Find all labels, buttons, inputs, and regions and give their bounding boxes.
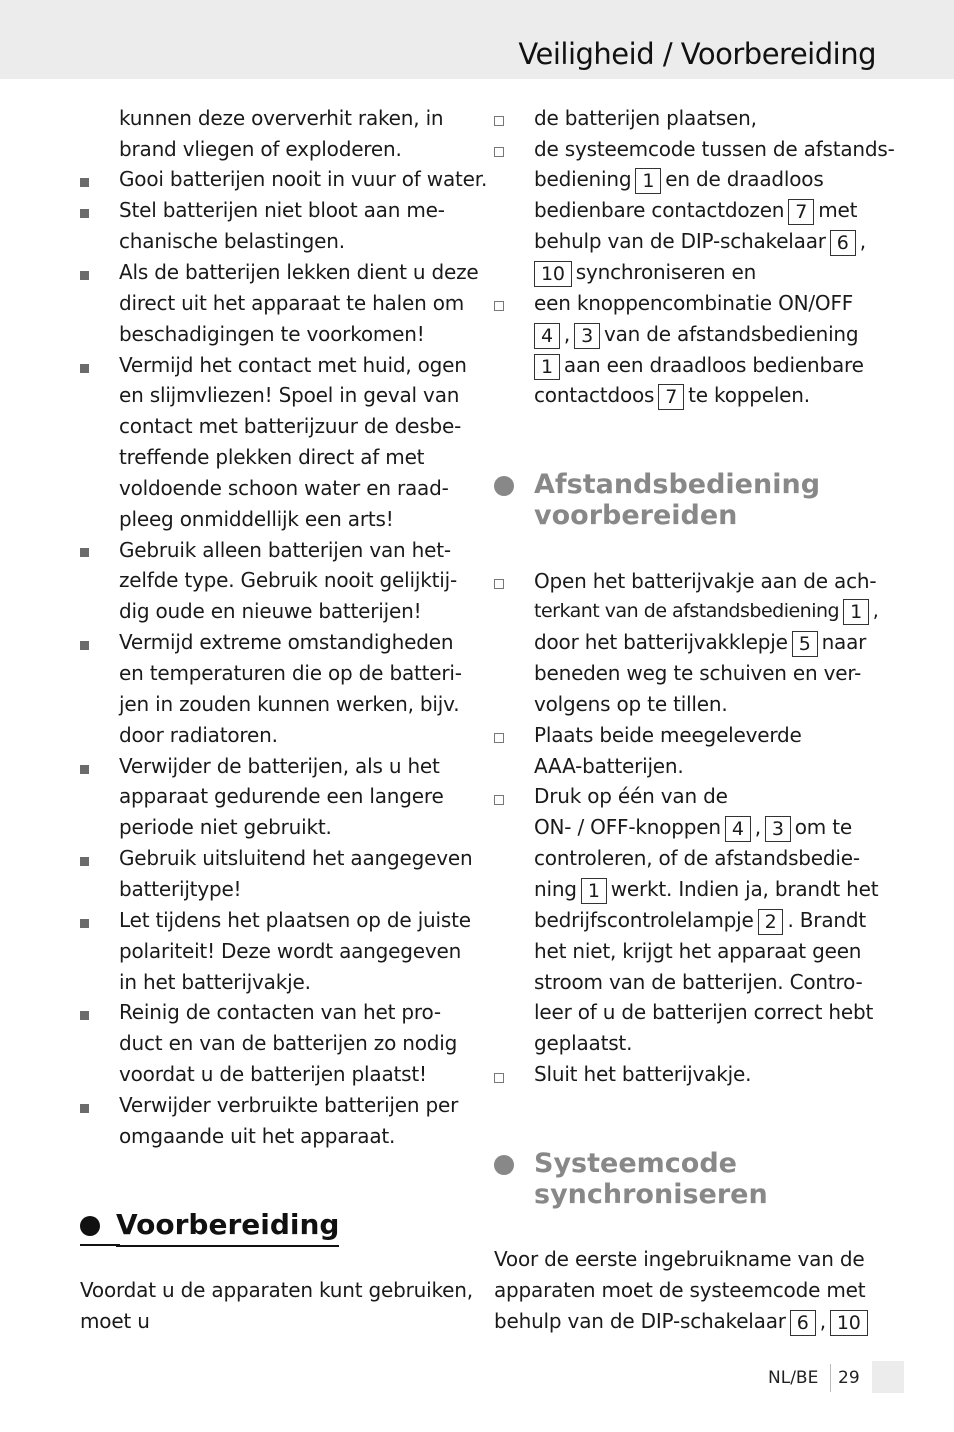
heading-bullet-icon: [494, 476, 514, 496]
part-number-box: 10: [830, 1310, 868, 1336]
open-square-bullet-icon: [494, 579, 504, 589]
text-line: 10 synchroniseren en: [530, 257, 756, 287]
square-bullet-icon: [80, 548, 89, 557]
text-line: ning 1 werkt. Indien ja, brandt het: [534, 877, 879, 902]
text-line: Stel batterijen niet bloot aan me-: [119, 198, 445, 222]
text-line: door radiatoren.: [119, 723, 278, 747]
text-line: kunnen deze oververhit raken, in: [119, 106, 444, 130]
text-line: 4 , 3 van de afstandsbediening: [530, 319, 858, 349]
page-title: Veiligheid / Voorbereiding: [518, 37, 876, 71]
part-number-box: 6: [830, 230, 856, 256]
text-line: Open het batterijvakje aan de ach-: [534, 569, 877, 593]
part-number-box: 5: [792, 631, 818, 657]
part-number-box: 4: [725, 816, 751, 842]
part-number-box: 3: [574, 323, 600, 349]
text-line: jen in zouden kunnen werken, bijv.: [119, 692, 460, 716]
section-heading-systeemcode: Systeemcode: [534, 1148, 737, 1179]
section-heading-synchroniseren: synchroniseren: [534, 1179, 768, 1210]
text-line: periode niet gebruikt.: [119, 815, 332, 839]
text-line: bedrijfscontrolelampje 2 . Brandt: [534, 908, 866, 933]
footer-tab-block: [872, 1361, 904, 1393]
text-line: bedienbare contactdozen 7 met: [534, 198, 858, 223]
text-line: omgaande uit het apparaat.: [119, 1124, 396, 1148]
text-line: zelfde type. Gebruik nooit gelijktij-: [119, 568, 457, 592]
text-line: beneden weg te schuiven en ver-: [534, 661, 862, 685]
text-line: Gebruik uitsluitend het aangegeven: [119, 846, 473, 870]
text-line: apparaat gedurende een langere: [119, 784, 444, 808]
square-bullet-icon: [80, 1104, 89, 1113]
square-bullet-icon: [80, 641, 89, 650]
text-line: moet u: [80, 1309, 150, 1333]
text-line: een knoppencombinatie ON/OFF: [534, 291, 854, 315]
open-square-bullet-icon: [494, 733, 504, 743]
text-line: leer of u de batterijen correct hebt: [534, 1000, 874, 1024]
text-line: direct uit het apparaat te halen om: [119, 291, 465, 315]
text-line: voordat u de batterijen plaatst!: [119, 1062, 427, 1086]
square-bullet-icon: [80, 178, 89, 187]
text-line: Voordat u de apparaten kunt gebruiken,: [80, 1278, 473, 1302]
text-line: beschadigingen te voorkomen!: [119, 322, 425, 346]
text-line: Als de batterijen lekken dient u deze: [119, 260, 479, 284]
part-number-box: 1: [843, 599, 869, 625]
part-number-box: 3: [765, 816, 791, 842]
part-number-box: 6: [790, 1310, 816, 1336]
footer-divider: [830, 1364, 831, 1392]
text-line: controleren, of de afstandsbedie-: [534, 846, 860, 870]
part-number-box: 2: [758, 909, 784, 935]
square-bullet-icon: [80, 919, 89, 928]
text-line: de batterijen plaatsen,: [534, 106, 757, 130]
text-line: chanische belastingen.: [119, 229, 345, 253]
text-line: Gebruik alleen batterijen van het-: [119, 538, 451, 562]
text-line: stroom van de batterijen. Contro-: [534, 970, 863, 994]
heading-bullet-icon: [80, 1216, 100, 1236]
text-line: treffende plekken direct af met: [119, 445, 425, 469]
part-number-box: 7: [658, 384, 684, 410]
open-square-bullet-icon: [494, 147, 504, 157]
text-line: het niet, krijgt het apparaat geen: [534, 939, 862, 963]
part-number-box: 4: [534, 323, 560, 349]
text-line: duct en van de batterijen zo nodig: [119, 1031, 458, 1055]
text-line: polariteit! Deze wordt aangegeven: [119, 939, 462, 963]
text-line: Sluit het batterijvakje.: [534, 1062, 752, 1086]
text-line: Vermijd het contact met huid, ogen: [119, 353, 467, 377]
text-line: behulp van de DIP-schakelaar 6 ,: [534, 229, 866, 254]
square-bullet-icon: [80, 857, 89, 866]
text-line: terkant van de afstandsbediening 1 ,: [534, 600, 879, 623]
open-square-bullet-icon: [494, 301, 504, 311]
heading-underline: [80, 1244, 120, 1246]
text-line: in het batterijvakje.: [119, 970, 311, 994]
square-bullet-icon: [80, 765, 89, 774]
part-number-box: 7: [788, 199, 814, 225]
footer-language: NL/BE: [768, 1368, 819, 1388]
text-line: batterijtype!: [119, 877, 242, 901]
square-bullet-icon: [80, 271, 89, 280]
text-line: voldoende schoon water en raad-: [119, 476, 449, 500]
section-heading-voorbereiding: Voorbereiding: [116, 1208, 339, 1247]
text-line: behulp van de DIP-schakelaar 6 , 10: [494, 1306, 872, 1336]
text-line: door het batterijvakklepje 5 naar: [534, 630, 867, 655]
text-line: AAA-batterijen.: [534, 754, 684, 778]
text-line: bediening 1 en de draadloos: [534, 167, 824, 192]
part-number-box: 1: [534, 354, 560, 380]
text-line: contactdoos 7 te koppelen.: [534, 383, 810, 408]
text-line: Vermijd extreme omstandigheden: [119, 630, 454, 654]
text-line: Voor de eerste ingebruikname van de: [494, 1247, 865, 1271]
part-number-box: 10: [534, 261, 572, 287]
section-heading-voorbereiden: voorbereiden: [534, 500, 738, 531]
part-number-box: 1: [635, 168, 661, 194]
text-line: 1 aan een draadloos bedienbare: [530, 350, 864, 380]
heading-bullet-icon: [494, 1155, 514, 1175]
text-line: apparaten moet de systeemcode met: [494, 1278, 866, 1302]
text-line: Verwijder verbruikte batterijen per: [119, 1093, 459, 1117]
text-line: en temperaturen die op de batteri-: [119, 661, 462, 685]
text-line: Gooi batterijen nooit in vuur of water.: [119, 167, 488, 191]
open-square-bullet-icon: [494, 116, 504, 126]
square-bullet-icon: [80, 209, 89, 218]
text-line: geplaatst.: [534, 1031, 633, 1055]
text-line: brand vliegen of exploderen.: [119, 137, 402, 161]
page-number: 29: [838, 1368, 860, 1388]
section-heading-afstandsbediening: Afstandsbediening: [534, 469, 821, 500]
text-line: Plaats beide meegeleverde: [534, 723, 802, 747]
text-line: Let tijdens het plaatsen op de juiste: [119, 908, 471, 932]
text-line: pleeg onmiddellijk een arts!: [119, 507, 394, 531]
text-line: Reinig de contacten van het pro-: [119, 1000, 441, 1024]
square-bullet-icon: [80, 1011, 89, 1020]
open-square-bullet-icon: [494, 1073, 504, 1083]
part-number-box: 1: [581, 878, 607, 904]
square-bullet-icon: [80, 364, 89, 373]
text-line: contact met batterijzuur de desbe-: [119, 414, 462, 438]
text-line: dig oude en nieuwe batterijen!: [119, 599, 422, 623]
open-square-bullet-icon: [494, 795, 504, 805]
text-line: Druk op één van de: [534, 784, 728, 808]
text-line: ON- / OFF-knoppen 4 , 3 om te: [534, 815, 852, 840]
text-line: volgens op te tillen.: [534, 692, 728, 716]
text-line: en slijmvliezen! Spoel in geval van: [119, 383, 460, 407]
text-line: de systeemcode tussen de afstands-: [534, 137, 895, 161]
text-line: Verwijder de batterijen, als u het: [119, 754, 440, 778]
